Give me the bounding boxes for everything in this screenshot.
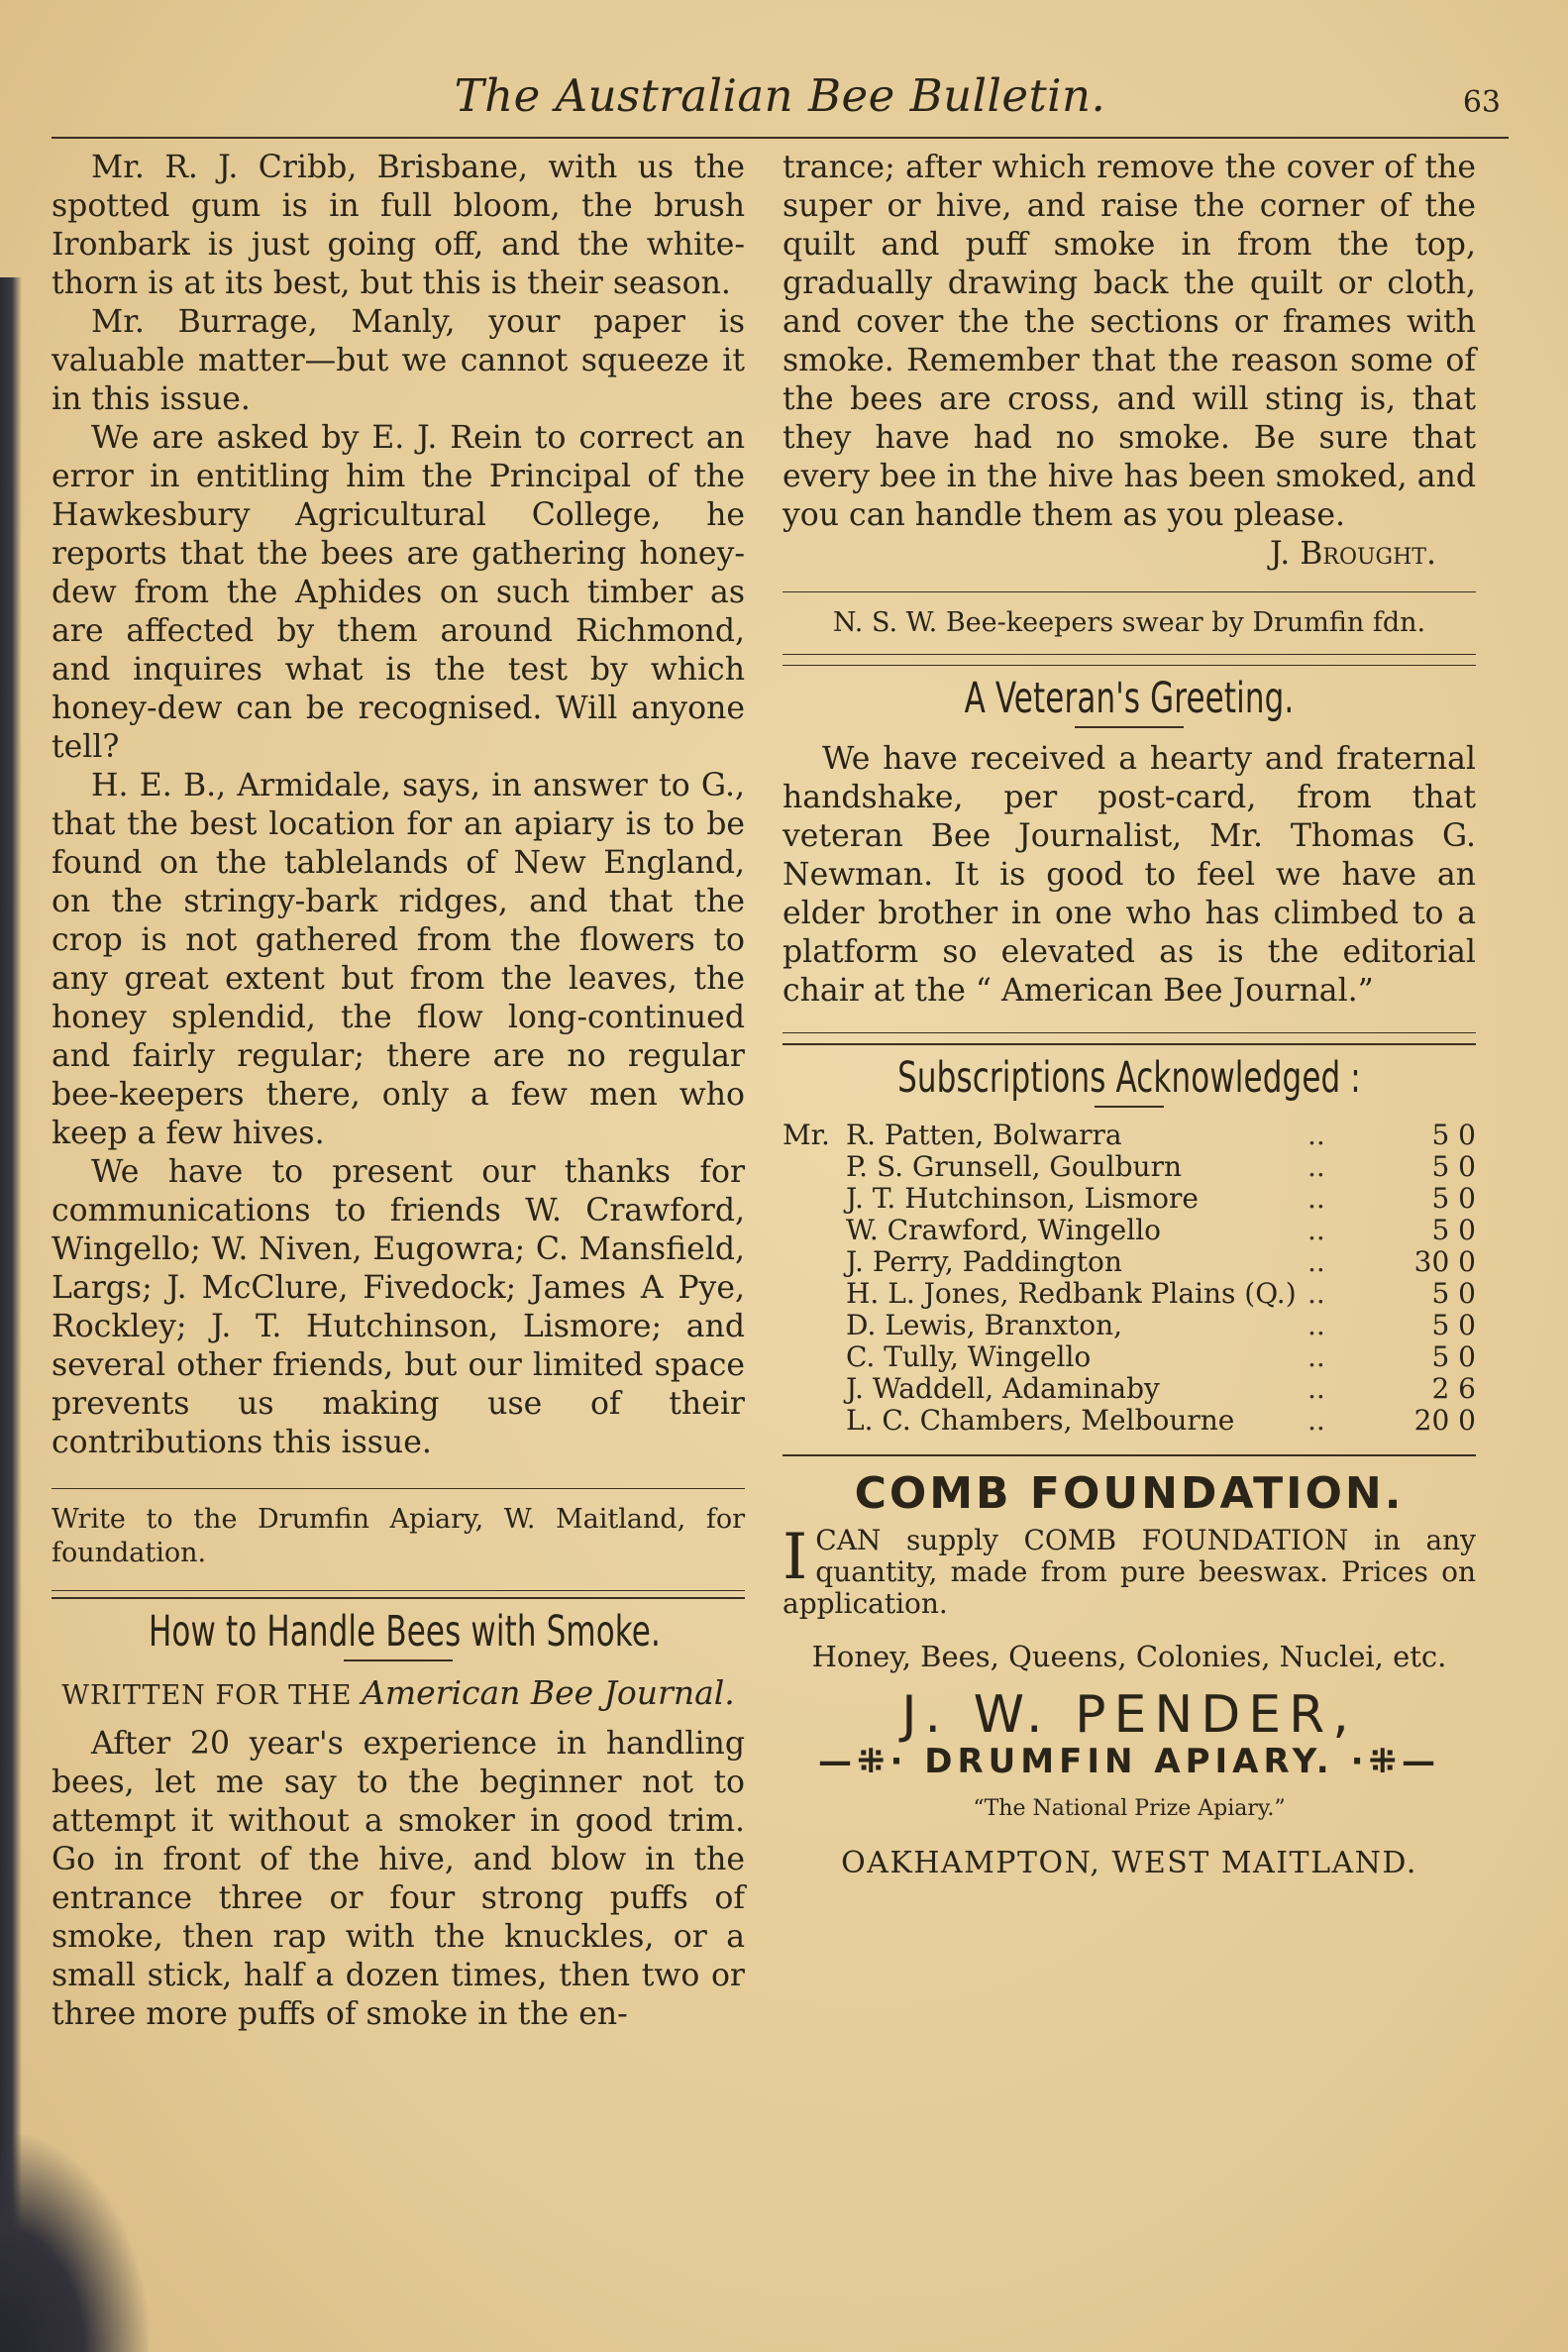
drumfin-notice: Write to the Drumfin Apiary, W. Maitland, for foundation. — [52, 1504, 745, 1568]
leader-dots: .. — [1307, 1404, 1325, 1437]
subscription-prefix — [783, 1183, 846, 1215]
divider — [52, 1488, 745, 1489]
subscription-amount: 30 0 — [1413, 1245, 1476, 1278]
subscription-prefix — [783, 1405, 846, 1437]
subscription-row — [783, 1310, 1476, 1341]
paragraph-thanks: We have to present our thanks for communications to friends W. Crawford, Wingello; W. Niven, Eugowra; C. Mansfield, Largs; J. McClure, Fivedock; James A Pye, Rockley; J. T. Hutchinson, Lismore; and several other friends, but our limited space prevents us making use of their contributions this issue. — [52, 1154, 745, 1460]
subscriptions-table — [783, 1120, 1476, 1437]
ad-products: Honey, Bees, Queens, Colonies, Nuclei, etc. — [811, 1640, 1447, 1673]
article-title-smoke: How to Handle Bees with Smoke. — [148, 1607, 661, 1657]
subscription-prefix — [783, 1151, 846, 1183]
subscription-row — [783, 1183, 1476, 1215]
subscription-row — [783, 1215, 1476, 1246]
subscriptions-title: Subscriptions Acknowledged : — [897, 1053, 1361, 1103]
leader-dots: .. — [1307, 1150, 1325, 1183]
subscription-name: J. T. Hutchinson, Lismore — [846, 1182, 1199, 1215]
page-number: 63 — [1462, 85, 1501, 120]
divider — [783, 1454, 1476, 1456]
paragraph-rein: We are asked by E. J. Rein to correct an error in entitling him the Principal of the Hawkesbury Agricultural College, he reports that the bees are gathering honey-dew from the Aphides on such timber as are affected by them around Richmond, and inquires what is the test by which honey-dew can be recognised. Will anyone tell? — [52, 420, 745, 765]
subscription-row — [783, 1278, 1476, 1310]
subscription-amount: 5 0 — [1431, 1214, 1476, 1246]
divider — [783, 591, 1476, 592]
title-underline — [1095, 1106, 1164, 1108]
subscription-name: L. C. Chambers, Melbourne — [846, 1404, 1235, 1437]
ad-dropcap: I — [783, 1521, 808, 1594]
torn-left-edge — [0, 277, 22, 2352]
divider — [783, 1043, 1476, 1045]
subscription-amount: 5 0 — [1431, 1150, 1476, 1183]
article-byline — [52, 1673, 745, 1715]
ornament-left: —⁜· — [818, 1742, 908, 1781]
leader-dots: .. — [1307, 1340, 1325, 1373]
subscription-prefix — [783, 1215, 846, 1246]
damaged-corner — [0, 2134, 149, 2352]
leader-dots: .. — [1307, 1119, 1325, 1151]
ad-apiary — [783, 1743, 1476, 1781]
subscription-amount: 5 0 — [1431, 1182, 1476, 1215]
ad-body-text: CAN supply COMB FOUNDATION in any quantity, made from pure beeswax. Prices on application. — [783, 1524, 1476, 1620]
subscription-name: R. Patten, Bolwarra — [846, 1119, 1122, 1151]
ad-quote: “The National Prize Apiary.” — [973, 1796, 1286, 1821]
subscription-prefix — [783, 1341, 846, 1373]
title-underline — [1075, 726, 1184, 728]
ad-name: J. W. PENDER, — [901, 1685, 1357, 1745]
subscription-row — [783, 1373, 1476, 1405]
right-column — [783, 149, 1476, 1882]
byline-journal: American Bee Journal. — [362, 1673, 735, 1712]
subscription-row — [783, 1120, 1476, 1151]
ad-place: OAKHAMPTON, WEST MAITLAND. — [841, 1846, 1417, 1880]
subscription-prefix: Mr. — [783, 1119, 830, 1151]
subscription-prefix — [783, 1373, 846, 1405]
leader-dots: .. — [1307, 1277, 1325, 1310]
divider — [52, 1590, 745, 1591]
article-text-smoke: After 20 year's experience in handling bees, let me say to the beginner not to attempt it without a smoker in good trim. Go in front of the hive, and blow in the entrance three or four strong puffs of smoke, then rap with the knuckles, or a small stick, half a dozen times, then two or three more puffs of smoke in the en- — [52, 1726, 745, 2032]
subscription-name: J. Waddell, Adaminaby — [846, 1372, 1160, 1405]
subscription-amount: 5 0 — [1431, 1309, 1476, 1341]
subscription-name: W. Crawford, Wingello — [846, 1214, 1162, 1246]
page-header — [52, 67, 1509, 139]
apiary-name: DRUMFIN APIARY. — [924, 1742, 1334, 1781]
subscription-amount: 5 0 — [1431, 1119, 1476, 1151]
subscription-amount: 5 0 — [1431, 1277, 1476, 1310]
subscription-name: P. S. Grunsell, Goulburn — [846, 1150, 1183, 1183]
article-continued: trance; after which remove the cover of the super or hive, and raise the corner of the quilt and puff smoke in from the top, gradually drawing back the quilt or cloth, and cover the the sections or frames with smoke. Remember that the reason some of the bees are cross, and will sting is, that they have had no smoke. Be sure that every bee in the hive has been smoked, and you can handle them as you please. — [783, 150, 1476, 533]
divider — [783, 654, 1476, 655]
divider — [783, 1032, 1476, 1033]
paragraph-armidale: H. E. B., Armidale, says, in answer to G., that the best location for an apiary is to be found on the tablelands of New England, on the stringy-bark ridges, and that the crop is not gathered from the flowers to any great extent but from the leaves, the honey splendid, the flow long-continued and fairly regular; there are no regular bee-keepers there, only a few men who keep a few hives. — [52, 768, 745, 1151]
running-title: The Australian Bee Bulletin. — [454, 69, 1106, 122]
subscription-prefix — [783, 1310, 846, 1341]
subscription-prefix — [783, 1246, 846, 1278]
subscription-prefix — [783, 1278, 846, 1310]
article-signature: J. Brought. — [1270, 536, 1436, 572]
leader-dots: .. — [1307, 1309, 1325, 1341]
greeting-title: A Veteran's Greeting. — [964, 674, 1295, 723]
subscription-name: J. Perry, Paddington — [846, 1245, 1122, 1278]
subscription-row — [783, 1341, 1476, 1373]
leader-dots: .. — [1307, 1245, 1325, 1278]
subscription-row — [783, 1151, 1476, 1183]
leader-dots: .. — [1307, 1182, 1325, 1215]
divider — [52, 1597, 745, 1599]
paragraph-burrage: Mr. Burrage, Manly, your paper is valuable matter—but we cannot squeeze it in this issue. — [52, 304, 745, 417]
leader-dots: .. — [1307, 1372, 1325, 1405]
subscription-amount: 20 0 — [1413, 1404, 1476, 1437]
subscription-row — [783, 1246, 1476, 1278]
ornament-right: ·⁜— — [1350, 1742, 1440, 1781]
ad-title: COMB FOUNDATION. — [854, 1468, 1405, 1519]
subscription-amount: 5 0 — [1431, 1340, 1476, 1373]
greeting-text: We have received a hearty and fraternal handshake, per post-card, from that veteran Bee Journalist, Mr. Thomas G. Newman. It is good to feel we have an elder brother in one who has climbed to a platform so elevated as is the editorial chair at the “ American Bee Journal.” — [783, 741, 1476, 1009]
divider — [783, 665, 1476, 666]
subscription-name: C. Tully, Wingello — [846, 1340, 1092, 1373]
byline-prefix: WRITTEN FOR THE — [61, 1680, 353, 1711]
subscription-row — [783, 1405, 1476, 1437]
title-underline — [344, 1659, 453, 1661]
subscription-name: H. L. Jones, Redbank Plains (Q.) — [846, 1277, 1297, 1310]
subscription-name: D. Lewis, Branxton, — [846, 1309, 1123, 1341]
subscription-amount: 2 6 — [1431, 1372, 1476, 1405]
paragraph-cribb: Mr. R. J. Cribb, Brisbane, with us the spotted gum is in full bloom, the brush Ironbark is just going off, and the white-thorn is at its best, but this is their season. — [52, 150, 745, 301]
left-column — [52, 149, 745, 2034]
leader-dots: .. — [1307, 1214, 1325, 1246]
nsw-notice: N. S. W. Bee-keepers swear by Drumfin fdn. — [832, 607, 1426, 638]
ad-body — [783, 1521, 1476, 1620]
